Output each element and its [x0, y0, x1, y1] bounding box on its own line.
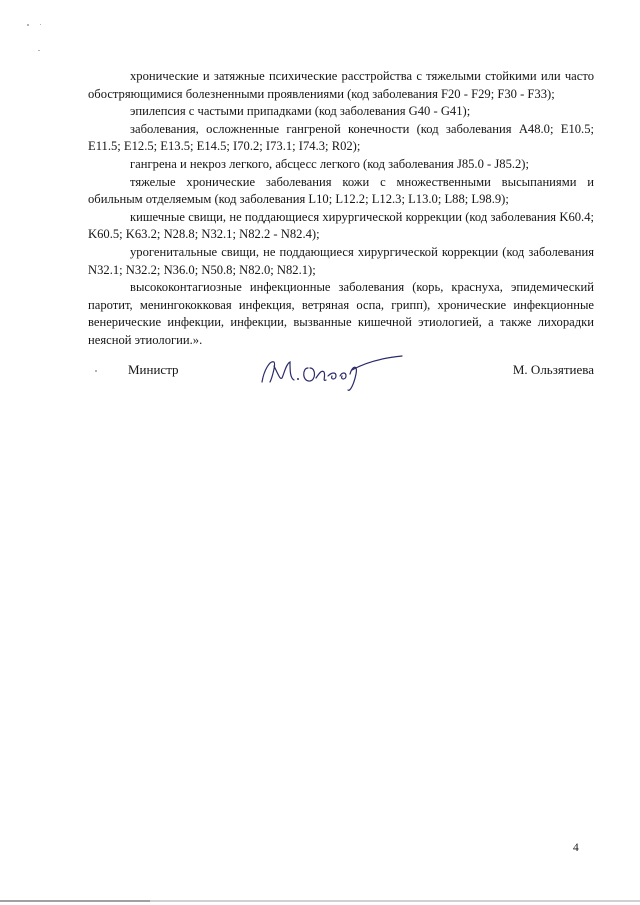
scan-speck: [38, 50, 40, 51]
body-text: [88, 68, 594, 350]
handwritten-signature: [256, 352, 406, 392]
list-item: гангрена и некроз легкого, абсцесс легкого (код заболевания J85.0 - J85.2);: [130, 156, 530, 171]
page-number: 4: [573, 842, 579, 854]
list-item: кишечные свищи, не поддающиеся хирургической коррекции (код заболевания K60.4; K60.5; K63.2; N28.8; N32.1; N82.2 - N82.4);: [88, 209, 594, 242]
scan-speck: [27, 24, 29, 26]
list-item: заболевания, осложненные гангреной конечности (код заболевания A48.0; E10.5; E11.5; E12.5; E13.5; E14.5; I70.2; I73.1; I74.3; R02);: [88, 121, 594, 154]
list-item: тяжелые хронические заболевания кожи с множественными высыпаниями и обильным отделяемым (код заболевания L10; L12.2; L12.3; L13.0; L88; L98.9);: [88, 174, 594, 207]
signatory-title: Министр: [128, 362, 179, 377]
list-item: высококонтагиозные инфекционные заболевания (корь, краснуха, эпидемический паротит, менингококковая инфекция, ветряная оспа, грипп), хронические инфекционные венерические инфекции, инфекции, вызванные кишечной этиологией, а также лихорадки неясной этиологии.».: [88, 280, 594, 347]
signature-block: [88, 358, 594, 398]
scan-edge-dark: [0, 900, 150, 902]
list-item: хронические и затяжные психические расстройства с тяжелыми стойкими или часто обостряющимися болезненными проявлениями (код заболевания F20 - F29; F30 - F33);: [88, 69, 594, 101]
list-item: эпилепсия с частыми припадками (код заболевания G40 - G41);: [130, 104, 471, 119]
scan-speck: [40, 24, 41, 25]
list-item: урогенитальные свищи, не поддающиеся хирургической коррекции (код заболевания N32.1; N32.2; N36.0; N50.8; N82.0; N82.1);: [88, 244, 594, 277]
signatory-name: М. Ользятиева: [512, 362, 594, 377]
